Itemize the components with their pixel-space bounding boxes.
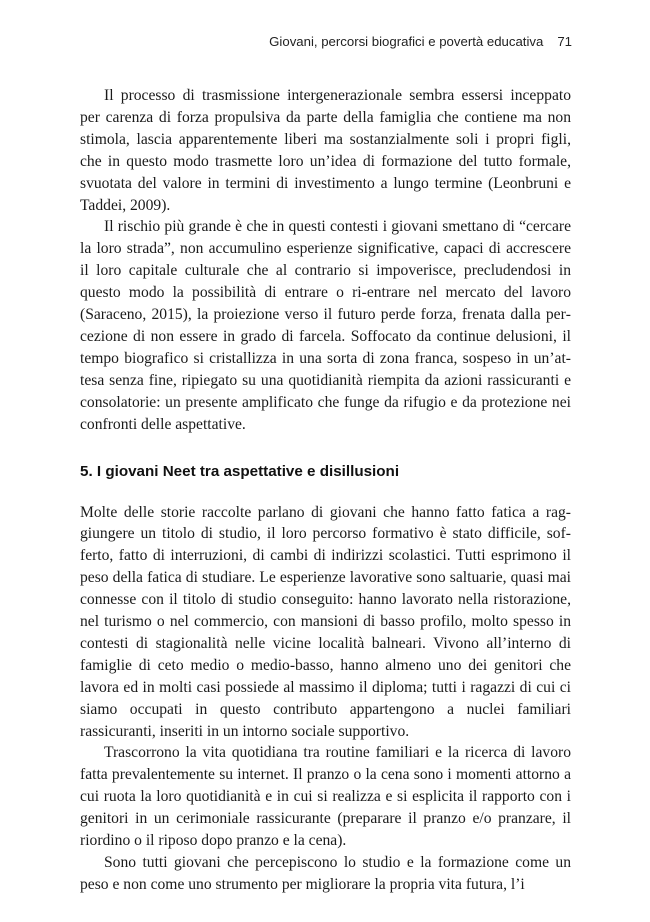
paragraph-greatest-risk: Il rischio più grande è che in questi contesti i giovani smettano di “cercare la loro strada”, non accumulino esperienze significative, capaci di accrescere il loro capitale culturale che al contrario si impoverisce, precludendosi in questo modo la possibilità di entrare o ri-entrare nel mercato del lavoro (Saraceno, 2015), la proiezione verso il futuro perde forza, frenata dalla percezione di non essere in grado di farcela. Soffocato da continue delusioni, il tempo biografico si cristallizza in una sorta di zona franca, sospeso in un’attesa senza fine, ripiegato su una quotidianità riempita da azioni rassicuranti e consolatorie: un presente amplificato che funge da rifugio e da protezione nei confronti delle aspettative. [80, 218, 571, 433]
section-heading: 5. I giovani Neet tra aspettative e disillusioni [80, 462, 400, 480]
running-title: Giovani, percorsi biografici e povertà educativa [269, 34, 544, 49]
page-body [80, 85, 571, 896]
paragraph-study-as-burden: Sono tutti giovani che percepiscono lo studio e la formazione come un peso e non come uno strumento per migliorare la propria vita futura, l’i [80, 854, 571, 893]
page-number: 71 [557, 34, 572, 49]
running-header [269, 34, 572, 49]
paragraph-intergenerational-transmission: Il processo di trasmissione intergenerazionale sembra essersi inceppato per carenza di forza propulsiva da parte della famiglia che contiene ma non stimola, lascia apparentemente liberi ma sostanzialmente soli i propri figli, che in questo modo trasmette loro un’idea di formazione del tutto formale, svuotata del valore in termini di investimento a lungo termine (Leonbruni e Taddei, 2009). [80, 87, 571, 214]
paragraph-daily-life: Trascorrono la vita quotidiana tra routine familiari e la ricerca di lavoro fatta prevalentemente su internet. Il pranzo o la cena sono i momenti attorno a cui ruota la loro quotidianità e in cui si realizza e si esplicita il rapporto con i genitori in un cerimoniale rassicurante (preparare il pranzo e/o pranzare, il riordino o il riposo dopo pranzo e la cena). [80, 744, 571, 850]
paragraph-stories-collected: Molte delle storie raccolte parlano di giovani che hanno fatto fatica a raggiungere un titolo di studio, il loro percorso formativo è stato difficile, sofferto, fatto di interruzioni, di cambi di indirizzi scolastici. Tutti esprimono il peso della fatica di studiare. Le esperienze lavorative sono saltuarie, quasi mai connesse con il titolo di studio conseguito: hanno lavorato nella ristorazione, nel turismo o nel commercio, con mansioni di basso profilo, molto spesso in contesti di stagionalità nelle vicine località balneari. Vivono all’interno di famiglie di ceto medio o medio-basso, hanno almeno uno dei genitori che lavora ed in molti casi possiede al massimo il diploma; tutti i ragazzi di cui ci siamo occupati in questo contributo appartengono a nuclei familiari rassicuranti, inseriti in un intorno sociale supportivo. [80, 503, 571, 740]
